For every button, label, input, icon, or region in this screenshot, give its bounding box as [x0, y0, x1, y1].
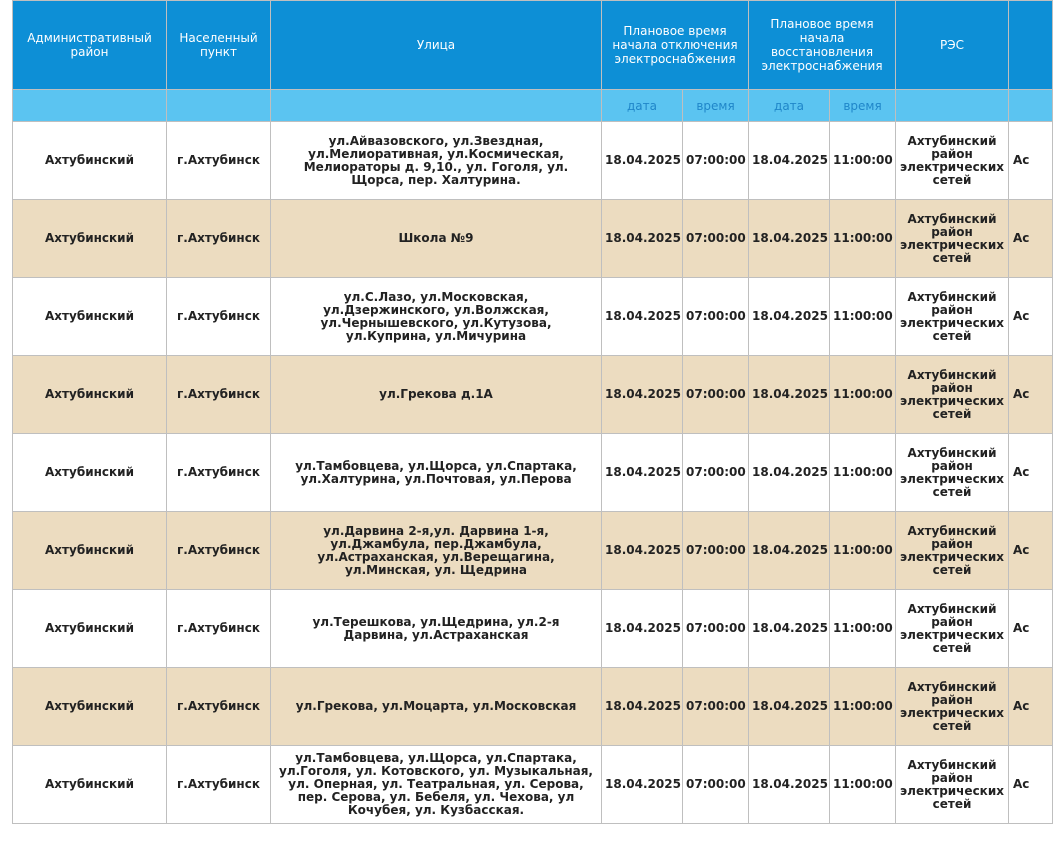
cell-off-date: 18.04.2025 — [602, 122, 683, 200]
subheader-empty — [167, 90, 271, 122]
subheader-empty — [896, 90, 1009, 122]
cell-street: ул.Тамбовцева, ул.Щорса, ул.Спартака, ул.Халтурина, ул.Почтовая, ул.Перова — [271, 434, 602, 512]
cell-on-date: 18.04.2025 — [749, 200, 830, 278]
cell-on-time: 11:00:00 — [830, 668, 896, 746]
subheader-on-time: время — [830, 90, 896, 122]
cell-locality: г.Ахтубинск — [167, 668, 271, 746]
cell-off-date: 18.04.2025 — [602, 590, 683, 668]
cell-street: Школа №9 — [271, 200, 602, 278]
col-header-district: Административный район — [13, 1, 167, 90]
cell-district: Ахтубинский — [13, 512, 167, 590]
cell-street: ул.Тамбовцева, ул.Щорса, ул.Спартака, ул.Гоголя, ул. Котовского, ул. Музыкальная, ул. Оперная, ул. Театральная, ул. Серова, пер. Серова, ул. Бебеля, ул. Чехова, ул Кочубея, ул. Кузбасская. — [271, 746, 602, 824]
cell-res: Ахтубинский район электрических сетей — [896, 278, 1009, 356]
cell-on-date: 18.04.2025 — [749, 590, 830, 668]
cell-extra: Ас — [1009, 200, 1053, 278]
cell-res: Ахтубинский район электрических сетей — [896, 668, 1009, 746]
cell-off-date: 18.04.2025 — [602, 200, 683, 278]
cell-district: Ахтубинский — [13, 200, 167, 278]
cell-locality: г.Ахтубинск — [167, 356, 271, 434]
subheader-off-date: дата — [602, 90, 683, 122]
cell-res: Ахтубинский район электрических сетей — [896, 746, 1009, 824]
cell-on-date: 18.04.2025 — [749, 278, 830, 356]
cell-on-date: 18.04.2025 — [749, 356, 830, 434]
table-row — [13, 200, 1053, 278]
cell-extra: Ас — [1009, 434, 1053, 512]
cell-locality: г.Ахтубинск — [167, 122, 271, 200]
subheader-empty — [13, 90, 167, 122]
cell-off-date: 18.04.2025 — [602, 356, 683, 434]
table-row — [13, 746, 1053, 824]
cell-off-time: 07:00:00 — [683, 278, 749, 356]
table-row — [13, 512, 1053, 590]
cell-res: Ахтубинский район электрических сетей — [896, 512, 1009, 590]
cell-district: Ахтубинский — [13, 122, 167, 200]
cell-extra: Ас — [1009, 668, 1053, 746]
cell-extra: Ас — [1009, 356, 1053, 434]
cell-street: ул.Айвазовского, ул.Звездная, ул.Мелиоративная, ул.Космическая, Мелиораторы д. 9,10., ул. Гоголя, ул. Щорса, пер. Халтурина. — [271, 122, 602, 200]
cell-extra: Ас — [1009, 122, 1053, 200]
cell-locality: г.Ахтубинск — [167, 746, 271, 824]
cell-off-date: 18.04.2025 — [602, 746, 683, 824]
cell-res: Ахтубинский район электрических сетей — [896, 434, 1009, 512]
cell-on-time: 11:00:00 — [830, 590, 896, 668]
cell-street: ул.Грекова д.1А — [271, 356, 602, 434]
col-header-res: РЭС — [896, 1, 1009, 90]
subheader-empty — [1009, 90, 1053, 122]
cell-on-time: 11:00:00 — [830, 200, 896, 278]
cell-street: ул.Дарвина 2-я,ул. Дарвина 1-я, ул.Джамбула, пер.Джамбула, ул.Астраханская, ул.Верещагина, ул.Минская, ул. Щедрина — [271, 512, 602, 590]
cell-district: Ахтубинский — [13, 356, 167, 434]
cell-district: Ахтубинский — [13, 668, 167, 746]
cell-on-date: 18.04.2025 — [749, 668, 830, 746]
col-header-locality: Населенный пункт — [167, 1, 271, 90]
cell-on-time: 11:00:00 — [830, 356, 896, 434]
cell-locality: г.Ахтубинск — [167, 200, 271, 278]
cell-on-date: 18.04.2025 — [749, 122, 830, 200]
cell-extra: Ас — [1009, 512, 1053, 590]
cell-off-time: 07:00:00 — [683, 434, 749, 512]
subheader-empty — [271, 90, 602, 122]
cell-street: ул.Терешкова, ул.Щедрина, ул.2-я Дарвина, ул.Астраханская — [271, 590, 602, 668]
table-row — [13, 278, 1053, 356]
cell-off-time: 07:00:00 — [683, 512, 749, 590]
cell-extra: Ас — [1009, 278, 1053, 356]
cell-off-time: 07:00:00 — [683, 356, 749, 434]
subheader-on-date: дата — [749, 90, 830, 122]
col-header-extra — [1009, 1, 1053, 90]
outage-table — [12, 0, 1053, 824]
cell-off-time: 07:00:00 — [683, 746, 749, 824]
col-header-street: Улица — [271, 1, 602, 90]
cell-extra: Ас — [1009, 590, 1053, 668]
table-body — [13, 122, 1053, 824]
cell-on-time: 11:00:00 — [830, 746, 896, 824]
cell-locality: г.Ахтубинск — [167, 278, 271, 356]
cell-district: Ахтубинский — [13, 434, 167, 512]
cell-street: ул.С.Лазо, ул.Московская, ул.Дзержинского, ул.Волжская, ул.Чернышевского, ул.Кутузова, ул.Куприна, ул.Мичурина — [271, 278, 602, 356]
table-row — [13, 356, 1053, 434]
cell-street: ул.Грекова, ул.Моцарта, ул.Московская — [271, 668, 602, 746]
cell-res: Ахтубинский район электрических сетей — [896, 200, 1009, 278]
table-row — [13, 122, 1053, 200]
cell-locality: г.Ахтубинск — [167, 512, 271, 590]
subheader-off-time: время — [683, 90, 749, 122]
cell-district: Ахтубинский — [13, 746, 167, 824]
cell-off-date: 18.04.2025 — [602, 668, 683, 746]
cell-district: Ахтубинский — [13, 278, 167, 356]
table-row — [13, 590, 1053, 668]
cell-off-time: 07:00:00 — [683, 590, 749, 668]
cell-on-date: 18.04.2025 — [749, 746, 830, 824]
table-row — [13, 434, 1053, 512]
cell-on-time: 11:00:00 — [830, 278, 896, 356]
cell-on-date: 18.04.2025 — [749, 434, 830, 512]
cell-extra: Ас — [1009, 746, 1053, 824]
col-header-on-time: Плановое время начала восстановления электроснабжения — [749, 1, 896, 90]
cell-off-time: 07:00:00 — [683, 200, 749, 278]
cell-res: Ахтубинский район электрических сетей — [896, 590, 1009, 668]
cell-off-time: 07:00:00 — [683, 122, 749, 200]
cell-locality: г.Ахтубинск — [167, 434, 271, 512]
cell-off-time: 07:00:00 — [683, 668, 749, 746]
cell-on-time: 11:00:00 — [830, 512, 896, 590]
cell-off-date: 18.04.2025 — [602, 434, 683, 512]
cell-off-date: 18.04.2025 — [602, 512, 683, 590]
table-row — [13, 668, 1053, 746]
cell-district: Ахтубинский — [13, 590, 167, 668]
cell-on-time: 11:00:00 — [830, 434, 896, 512]
cell-res: Ахтубинский район электрических сетей — [896, 356, 1009, 434]
col-header-off-time: Плановое время начала отключения электроснабжения — [602, 1, 749, 90]
cell-locality: г.Ахтубинск — [167, 590, 271, 668]
cell-on-time: 11:00:00 — [830, 122, 896, 200]
cell-on-date: 18.04.2025 — [749, 512, 830, 590]
cell-res: Ахтубинский район электрических сетей — [896, 122, 1009, 200]
cell-off-date: 18.04.2025 — [602, 278, 683, 356]
